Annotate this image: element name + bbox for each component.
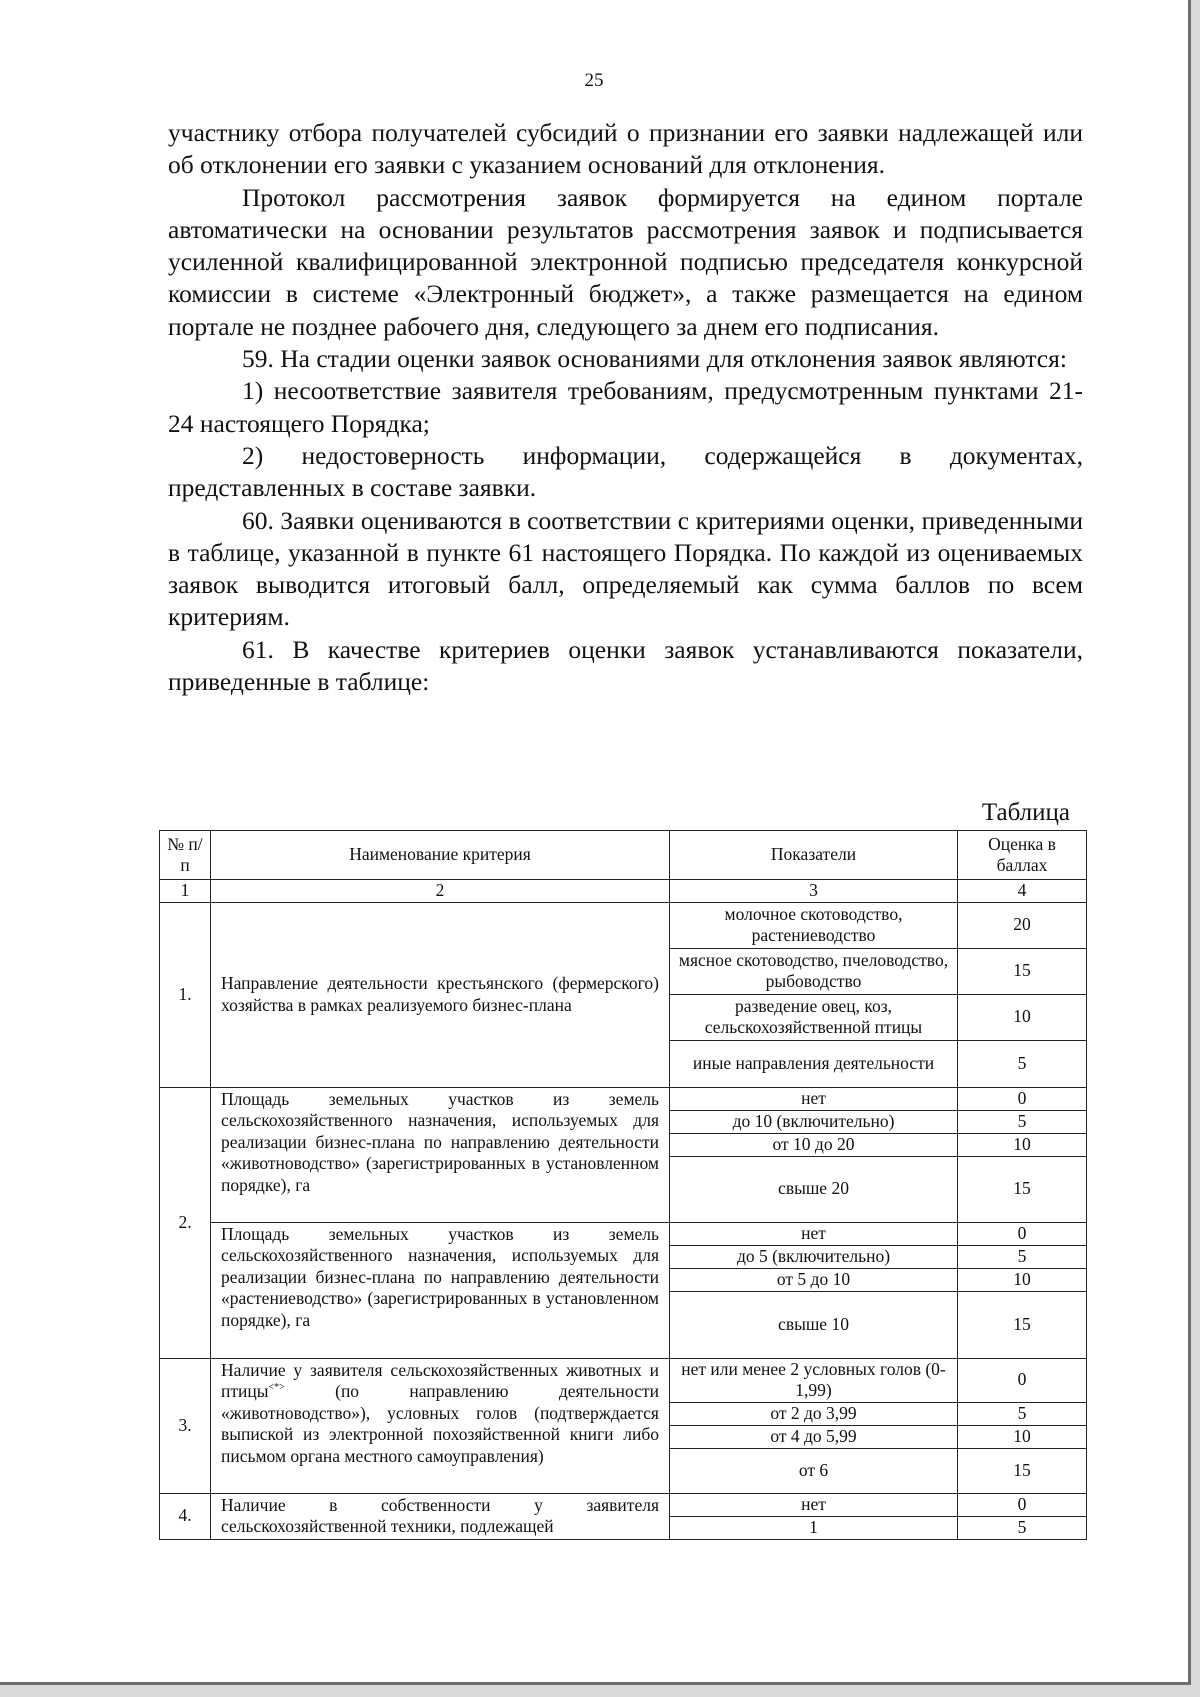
score-cell: 10 — [958, 1133, 1087, 1156]
table-row — [160, 1493, 1087, 1516]
indicator-cell: от 5 до 10 — [670, 1268, 958, 1291]
paragraph-subclause-1: 1) несоответствие заявителя требованиям, предусмотренным пунктами 21-24 настоящего Порядка; — [168, 376, 1083, 438]
column-number: 4 — [958, 880, 1087, 903]
footnote-mark: <*> — [268, 1382, 285, 1394]
indicator-cell: нет — [670, 1222, 958, 1245]
column-number: 2 — [211, 880, 670, 903]
indicator-cell: от 6 — [670, 1448, 958, 1493]
indicator-cell: мясное скотоводство, пчеловодство, рыбоводство — [670, 948, 958, 994]
criterion-name: Площадь земельных участков из земель сельскохозяйственного назначения, используемых для реализации бизнес-плана по направлению деятельности «растениеводство» (зарегистрированных в установленном порядке), га — [211, 1222, 670, 1358]
indicator-cell: 1 — [670, 1516, 958, 1539]
criterion-name: Наличие у заявителя сельскохозяйственных животных и птицы<*> (по направлению деятельности «животноводство»), условных голов (подтверждается выпиской из электронной похозяйственной книги либо письмом органа местного самоуправления) — [211, 1358, 670, 1493]
score-cell: 0 — [958, 1358, 1087, 1402]
criteria-table — [159, 830, 1087, 1540]
indicator-cell: нет или менее 2 условных голов (0-1,99) — [670, 1358, 958, 1402]
paragraph-clause-59: 59. На стадии оценки заявок основаниями для отклонения заявок являются: — [242, 344, 1067, 374]
paragraph-clause-60: 60. Заявки оцениваются в соответствии с критериями оценки, приведенными в таблице, указанной в пункте 61 настоящего Порядка. По каждой из оцениваемых заявок выводится итоговый балл, определяемый как сумма баллов по всем критериям. — [168, 505, 1083, 632]
paragraph-clause-61: 61. В качестве критериев оценки заявок устанавливаются показатели, приведенные в таблице: — [168, 634, 1083, 697]
score-cell: 0 — [958, 1493, 1087, 1516]
column-number-row — [160, 880, 1087, 903]
column-number: 1 — [160, 880, 211, 903]
paragraph: Протокол рассмотрения заявок формируется на едином портале автоматически на основании результатов рассмотрения заявок и подписывается усиленной квалифицированной электронной подписью председателя конкурсной комиссии в системе «Электронный бюджет», а также размещается на едином портале не позднее рабочего дня, следующего за днем его подписания. — [168, 182, 1083, 341]
paragraph: участнику отбора получателей субсидий о признании его заявки надлежащей или об отклонении его заявки с указанием оснований для отклонения. — [168, 118, 1083, 180]
criterion-name: Наличие в собственности у заявителя сельскохозяйственной техники, подлежащей — [211, 1493, 670, 1539]
column-number: 3 — [670, 880, 958, 903]
table-row — [160, 1222, 1087, 1245]
score-cell: 5 — [958, 1040, 1087, 1087]
score-cell: 10 — [958, 1425, 1087, 1448]
row-number: 2. — [160, 1087, 211, 1358]
row-number: 1. — [160, 902, 211, 1087]
score-cell: 10 — [958, 994, 1087, 1040]
score-cell: 15 — [958, 1291, 1087, 1358]
table-row — [160, 902, 1087, 948]
page-number: 25 — [584, 70, 604, 91]
table-row — [160, 1087, 1087, 1110]
row-number: 3. — [160, 1358, 211, 1493]
score-cell: 5 — [958, 1402, 1087, 1425]
indicator-cell: разведение овец, коз, сельскохозяйственной птицы — [670, 994, 958, 1040]
table-caption: Таблица — [981, 799, 1070, 826]
score-cell: 0 — [958, 1087, 1087, 1110]
indicator-cell: от 4 до 5,99 — [670, 1425, 958, 1448]
score-cell: 15 — [958, 948, 1087, 994]
table-row — [160, 1358, 1087, 1402]
score-cell: 15 — [958, 1156, 1087, 1222]
score-cell: 0 — [958, 1222, 1087, 1245]
header-indicators: Показатели — [670, 831, 958, 880]
indicator-cell: до 10 (включительно) — [670, 1110, 958, 1133]
header-num: № п/п — [160, 831, 211, 880]
criterion-name: Площадь земельных участков из земель сельскохозяйственного назначения, используемых для реализации бизнес-плана по направлению деятельности «животноводство» (зарегистрированных в установленном порядке), га — [211, 1087, 670, 1222]
score-cell: 5 — [958, 1516, 1087, 1539]
indicator-cell: свыше 10 — [670, 1291, 958, 1358]
score-cell: 10 — [958, 1268, 1087, 1291]
indicator-cell: от 2 до 3,99 — [670, 1402, 958, 1425]
score-cell: 5 — [958, 1110, 1087, 1133]
paragraph-subclause-2: 2) недостоверность информации, содержащейся в документах, представленных в составе заявки. — [168, 440, 1083, 503]
indicator-cell: до 5 (включительно) — [670, 1245, 958, 1268]
indicator-cell: от 10 до 20 — [670, 1133, 958, 1156]
indicator-cell: иные направления деятельности — [670, 1040, 958, 1087]
table-header-row — [160, 831, 1087, 880]
header-score: Оценка в баллах — [958, 831, 1087, 880]
score-cell: 5 — [958, 1245, 1087, 1268]
header-criterion: Наименование критерия — [211, 831, 670, 880]
indicator-cell: молочное скотоводство, растениеводство — [670, 902, 958, 948]
indicator-cell: свыше 20 — [670, 1156, 958, 1222]
criterion-name: Направление деятельности крестьянского (фермерского) хозяйства в рамках реализуемого бизнес-плана — [211, 902, 670, 1087]
indicator-cell: нет — [670, 1087, 958, 1110]
indicator-cell: нет — [670, 1493, 958, 1516]
score-cell: 15 — [958, 1448, 1087, 1493]
document-body — [168, 117, 1083, 698]
row-number: 4. — [160, 1493, 211, 1539]
score-cell: 20 — [958, 902, 1087, 948]
